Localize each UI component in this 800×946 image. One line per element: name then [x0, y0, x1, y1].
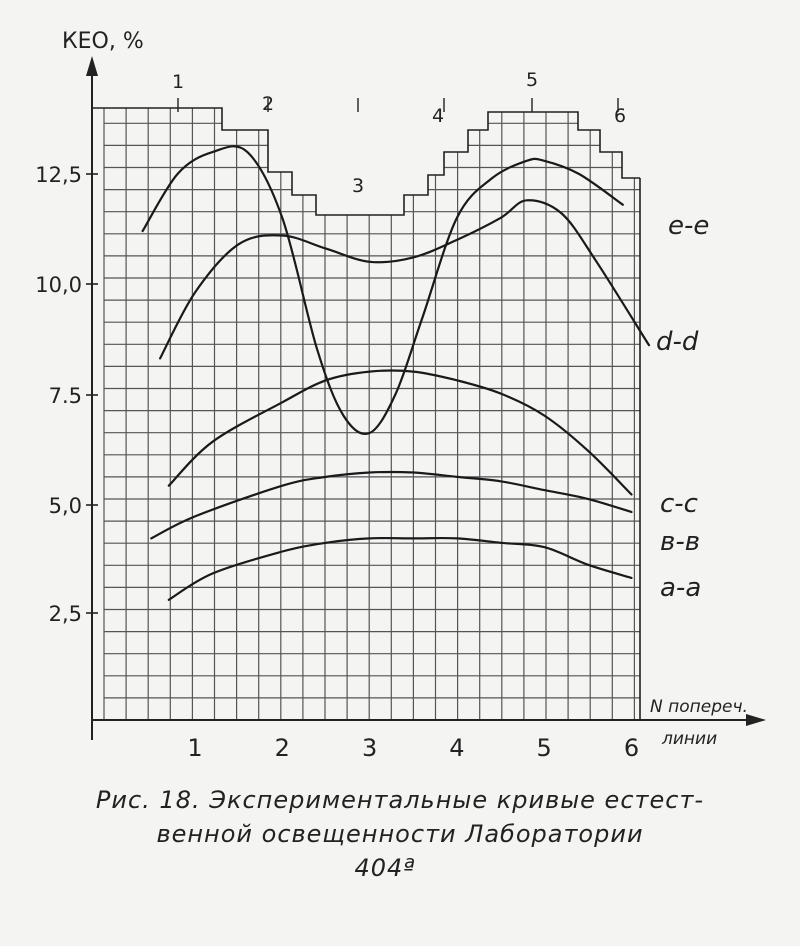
series-label-a-a: a-a — [660, 573, 702, 603]
series-label-c-c: c-c — [660, 489, 698, 519]
y-axis-arrow — [86, 56, 98, 76]
y-tick-label: 12,5 — [35, 163, 82, 187]
series-label-e-e: e-e — [668, 211, 710, 241]
x-axis-title: N попереч. — [650, 697, 748, 717]
y-tick-label: 7.5 — [48, 384, 82, 408]
caption-line-3: 404ª — [354, 854, 416, 882]
y-tick-label: 5,0 — [48, 494, 82, 518]
x-tick-label: 4 — [449, 734, 465, 762]
x-axis-title: линии — [662, 729, 718, 749]
y-tick-label: 2,5 — [48, 602, 82, 626]
x-tick-label: 3 — [361, 734, 378, 762]
x-tick-label: 2 — [274, 734, 290, 762]
top-label: 1 — [171, 71, 185, 93]
x-tick-label: 1 — [187, 734, 203, 762]
top-label: 2 — [261, 93, 275, 115]
series-curve-a-a — [169, 538, 632, 600]
caption-line-1: Рис. 18. Экспериментальные кривые естест- — [95, 786, 705, 814]
series-curve-d-d — [160, 200, 649, 358]
caption-line-2: венной освещенности Лаборатории — [156, 820, 644, 848]
top-label: 5 — [525, 69, 539, 91]
x-tick-label: 5 — [536, 734, 552, 762]
top-label: 6 — [613, 105, 627, 127]
top-label: 4 — [431, 105, 445, 127]
series-label-d-d: d-d — [656, 327, 699, 357]
series-label-в-в: в-в — [660, 527, 701, 557]
x-tick-label: 6 — [623, 734, 640, 762]
y-tick-label: 10,0 — [35, 273, 82, 297]
top-label: 3 — [351, 175, 365, 197]
x-axis-arrow — [746, 714, 766, 726]
y-axis-title: КЕО, % — [62, 29, 144, 54]
